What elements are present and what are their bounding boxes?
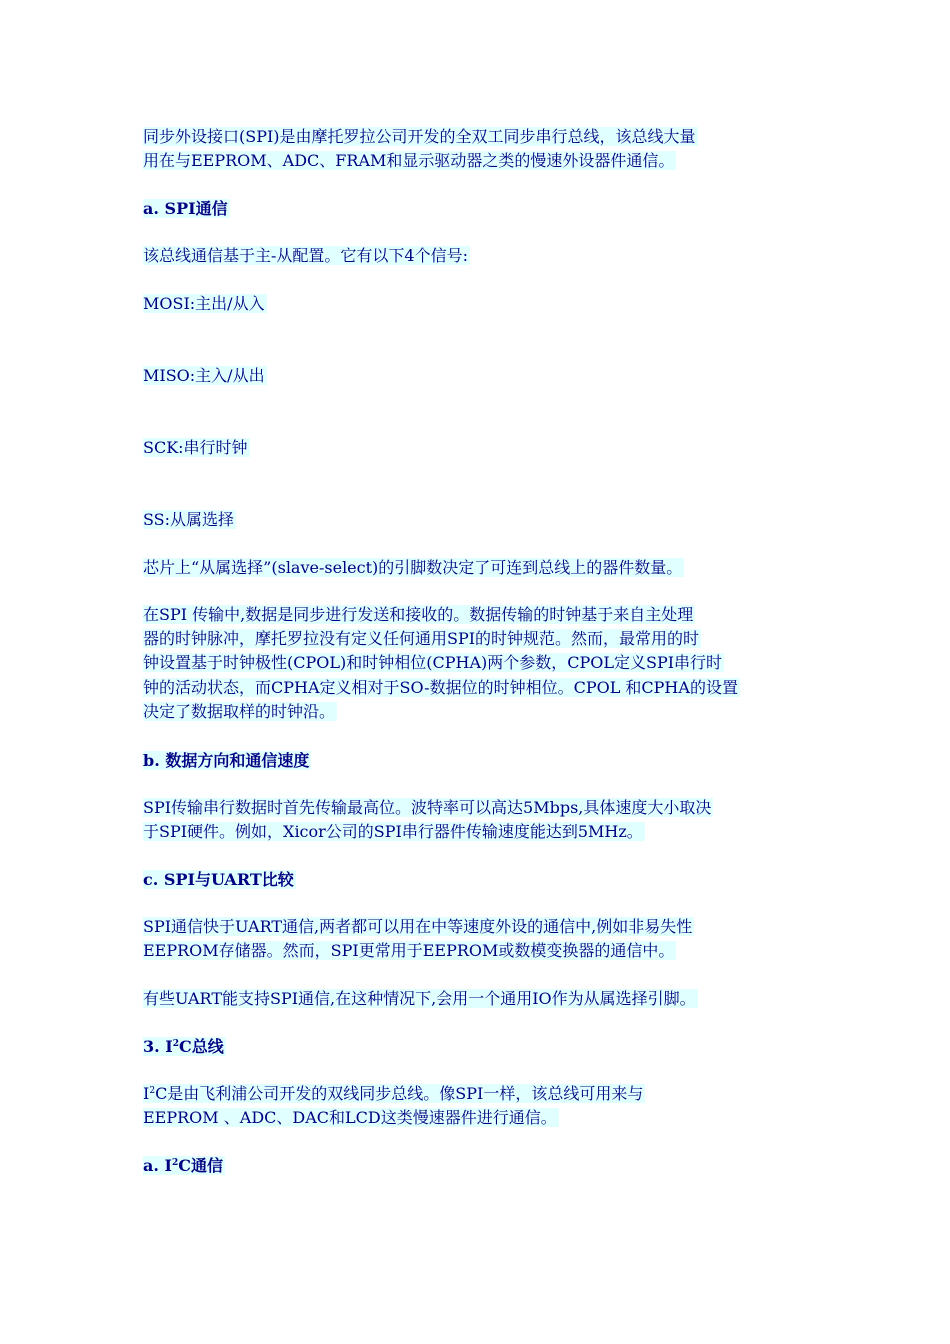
signal-mosi: MOSI:主出/从入 [143,294,265,313]
uart-spi-paragraph: 有些UART能支持SPI通信,在这种情况下,会用一个通用IO作为从属选择引脚。 [143,989,696,1008]
speed-line-2: 于SPI硬件。例如，Xicor公司的SPI串行器件传输速度能达到5MHz。 [143,822,643,841]
signal-sck: SCK:串行时钟 [143,438,248,457]
slave-select-paragraph: 芯片上“从属选择”(slave-select)的引脚数决定了可连到总线上的器件数量。 [143,558,683,577]
spi-transfer-line-5: 决定了数据取样的时钟沿。 [143,702,336,721]
spi-transfer-line-1: 在SPI 传输中,数据是同步进行发送和接收的。数据传输的时钟基于来自主处理 [143,605,694,624]
intro-line-1: 同步外设接口(SPI)是由摩托罗拉公司开发的全双工同步串行总线，该总线大量 [143,127,696,146]
signals-intro: 该总线通信基于主-从配置。它有以下4个信号: [143,246,468,265]
signal-ss: SS:从属选择 [143,510,235,529]
heading-i2c-communication: a. $I^2C$通信 [143,1156,224,1175]
intro-line-2: 用在与EEPROM、ADC、FRAM和显示驱动器之类的慢速外设器件通信。 [143,151,675,170]
compare-line-1: SPI通信快于UART通信,两者都可以用在中等速度外设的通信中,例如非易失性 [143,917,693,936]
i2c-line-1: $I^2C$是由飞利浦公司开发的双线同步总线。像SPI一样，该总线可用来与 [143,1084,644,1103]
heading-spi-vs-uart: c. SPI与UART比较 [143,870,294,889]
speed-line-1: SPI传输串行数据时首先传输最高位。波特率可以高达5Mbps,具体速度大小取决 [143,798,712,817]
spi-transfer-line-4: 钟的活动状态，而CPHA定义相对于SO-数据位的时钟相位。CPOL 和CPHA的设置 [143,678,738,697]
i2c-line-2: EEPROM 、ADC、DAC和LCD这类慢速器件进行通信。 [143,1108,557,1127]
heading-spi-communication: a. SPI通信 [143,199,228,218]
spi-transfer-line-3: 钟设置基于时钟极性(CPOL)和时钟相位(CPHA)两个参数，CPOL定义SPI串行时 [143,653,723,672]
signal-miso: MISO:主入/从出 [143,366,265,385]
heading-direction-speed: b. 数据方向和通信速度 [143,751,310,770]
compare-line-2: EEPROM存储器。然而，SPI更常用于EEPROM或数模变换器的通信中。 [143,941,675,960]
heading-i2c-bus: 3. $I^2C$总线 [143,1037,224,1056]
spi-transfer-line-2: 器的时钟脉冲，摩托罗拉没有定义任何通用SPI的时钟规范。然而，最常用的时 [143,629,700,648]
